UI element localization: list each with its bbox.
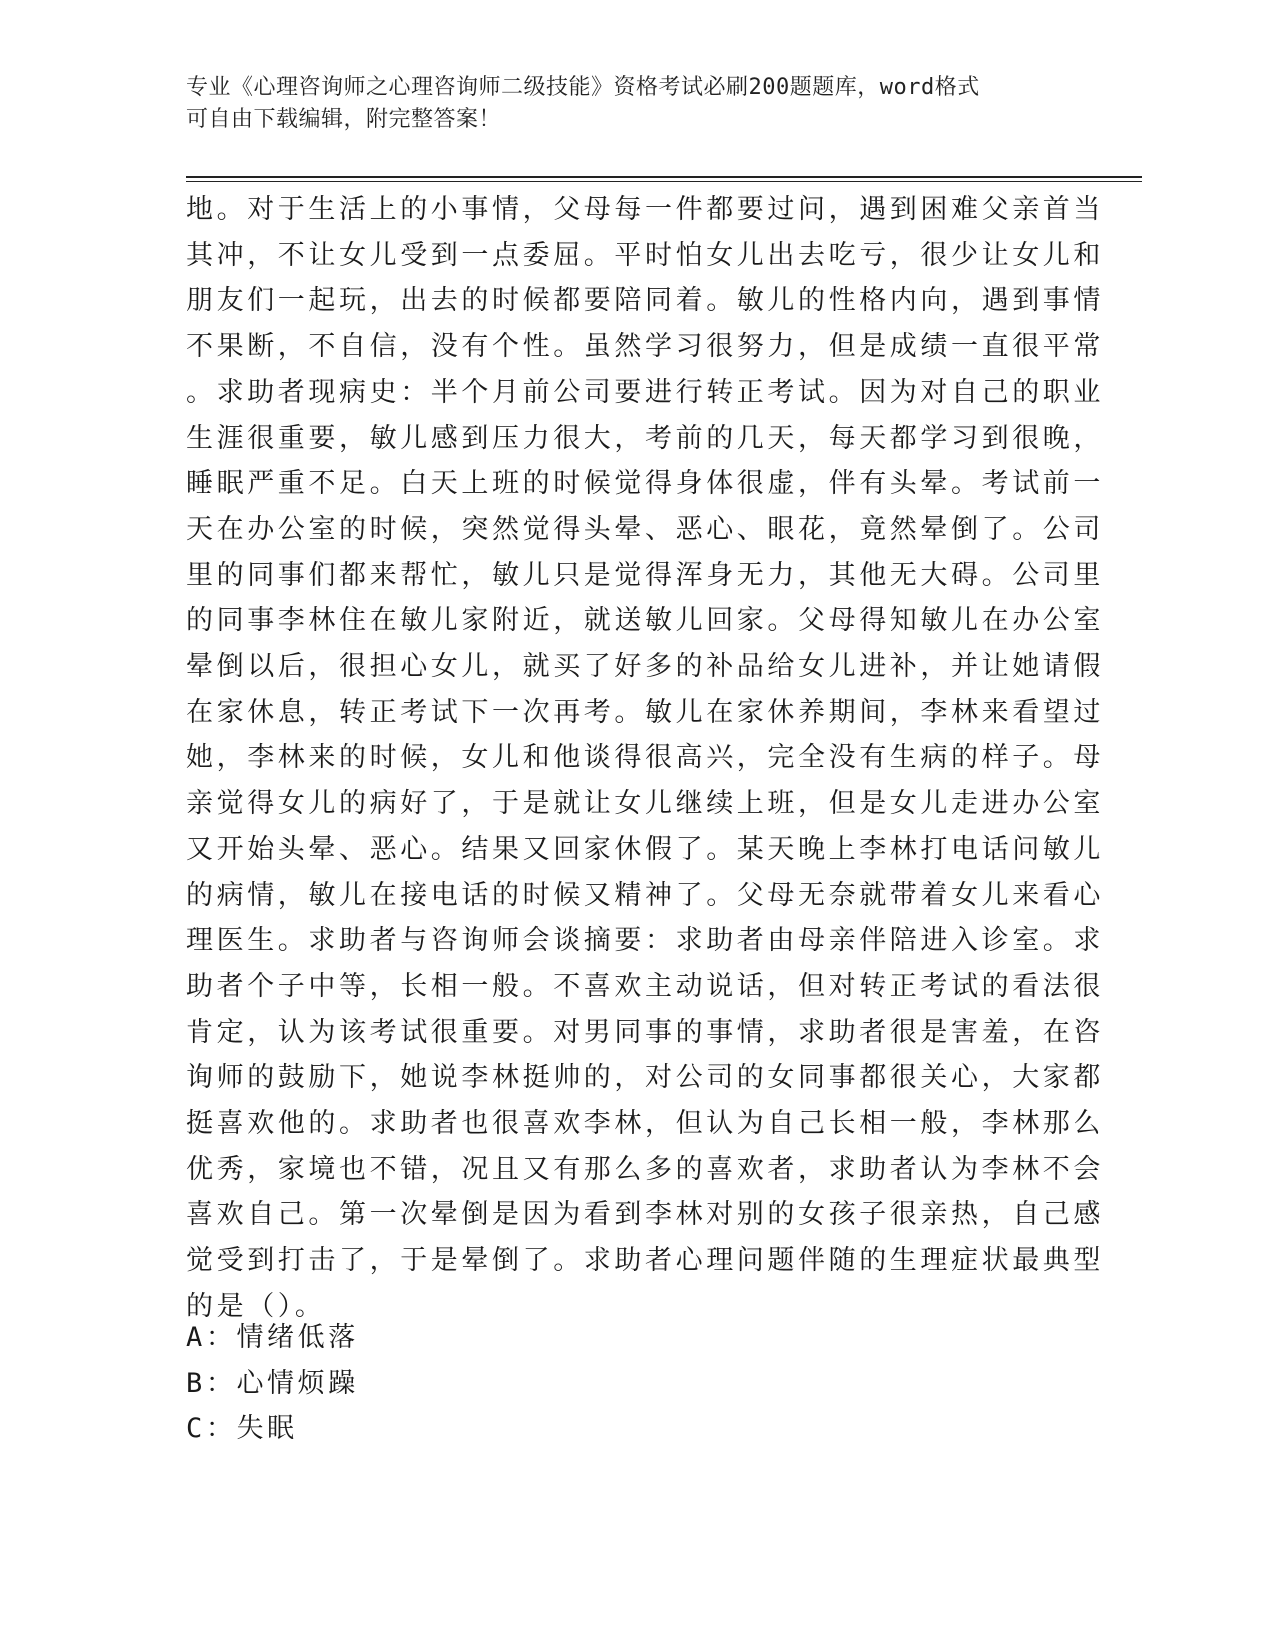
header-divider-thick [186,176,1142,178]
stem-line: 挺喜欢他的。求助者也很喜欢李林，但认为自己长相一般，李林那么 [186,1108,1104,1140]
stem-line: 她，李林来的时候，女儿和他谈得很高兴，完全没有生病的样子。母 [186,742,1104,774]
question-stem [186,187,1104,1330]
stem-line: 睡眠严重不足。白天上班的时候觉得身体很虚，伴有头晕。考试前一 [186,468,1104,500]
page-header [186,72,1066,136]
option-b: B：心情烦躁 [186,1367,359,1399]
stem-line: 助者个子中等，长相一般。不喜欢主动说话，但对转正考试的看法很 [186,970,1104,1002]
stem-line: 不果断，不自信，没有个性。虽然学习很努力，但是成绩一直很平常 [186,331,1104,363]
stem-line: 优秀，家境也不错，况且又有那么多的喜欢者，求助者认为李林不会 [186,1153,1104,1185]
stem-line: 理医生。求助者与咨询师会谈摘要：求助者由母亲伴陪进入诊室。求 [186,925,1104,957]
stem-line: 生涯很重要，敏儿感到压力很大，考前的几天，每天都学习到很晚， [186,422,1104,454]
stem-line: 亲觉得女儿的病好了，于是就让女儿继续上班，但是女儿走进办公室 [186,788,1104,820]
stem-line: 肯定，认为该考试很重要。对男同事的事情，求助者很是害羞，在咨 [186,1016,1104,1048]
stem-line: 觉受到打击了，于是晕倒了。求助者心理问题伴随的生理症状最典型 [186,1245,1104,1277]
header-divider-thin [186,181,1142,182]
header-line-2: 可自由下载编辑，附完整答案！ [186,107,502,132]
stem-line: 又开始头晕、恶心。结果又回家休假了。某天晚上李林打电话问敏儿 [186,833,1104,865]
stem-line: 其冲，不让女儿受到一点委屈。平时怕女儿出去吃亏，很少让女儿和 [186,239,1104,271]
answer-options [186,1315,1066,1452]
stem-line: 的病情，敏儿在接电话的时候又精神了。父母无奈就带着女儿来看心 [186,879,1104,911]
stem-line: 里的同事们都来帮忙，敏儿只是觉得浑身无力，其他无大碍。公司里 [186,559,1104,591]
stem-line: 询师的鼓励下，她说李林挺帅的，对公司的女同事都很关心，大家都 [186,1062,1104,1094]
stem-line: 喜欢自己。第一次晕倒是因为看到李林对别的女孩子很亲热，自己感 [186,1199,1104,1231]
option-a: A：情绪低落 [186,1322,359,1353]
header-line-1: 专业《心理咨询师之心理咨询师二级技能》资格考试必刷200题题库，word格式 [186,75,980,100]
stem-line: 地。对于生活上的小事情，父母每一件都要过问，遇到困难父亲首当 [186,194,1104,225]
stem-line: 的是（）。 [186,1290,326,1322]
stem-line: 的同事李林住在敏儿家附近，就送敏儿回家。父母得知敏儿在办公室 [186,605,1104,637]
stem-line: 在家休息，转正考试下一次再考。敏儿在家休养期间，李林来看望过 [186,696,1104,728]
stem-line: 晕倒以后，很担心女儿，就买了好多的补品给女儿进补，并让她请假 [186,651,1104,683]
stem-line: 。求助者现病史：半个月前公司要进行转正考试。因为对自己的职业 [186,376,1104,408]
stem-line: 朋友们一起玩，出去的时候都要陪同着。敏儿的性格内向，遇到事情 [186,285,1104,317]
option-c: C：失眠 [186,1413,298,1445]
stem-line: 天在办公室的时候，突然觉得头晕、恶心、眼花，竟然晕倒了。公司 [186,513,1104,545]
